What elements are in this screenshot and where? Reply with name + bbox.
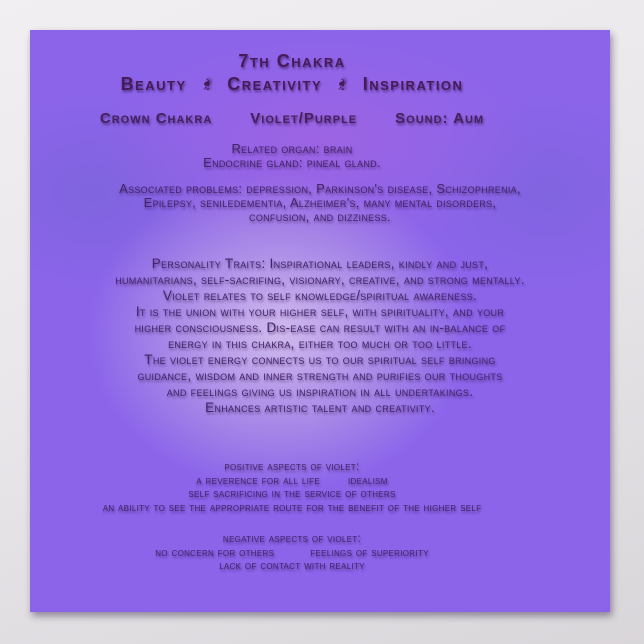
flourish-icon: ❧ <box>333 77 351 92</box>
subtitle-word-creativity: Creativity <box>227 74 323 94</box>
personality-line: It is the union with your higher self, with spirituality, and your <box>135 304 505 319</box>
negative-item-superiority: feelings of superiority <box>310 544 429 559</box>
subtitle <box>30 74 554 95</box>
negative-pair-row <box>30 546 554 560</box>
negative-aspects-section <box>30 532 554 573</box>
positive-line: self sacrificing in the service of others <box>188 486 396 500</box>
gland-line: Endocrine gland: pineal gland. <box>203 154 381 170</box>
positive-item-reverence: a reverence for all life <box>196 472 320 487</box>
positive-aspects-section <box>30 460 554 514</box>
subtitle-word-beauty: Beauty <box>120 74 187 94</box>
problems-line: confusion, and dizziness. <box>249 209 391 224</box>
attribute-chakra-name: Crown Chakra <box>99 110 213 127</box>
positive-heading: positive aspects of violet: <box>224 459 360 473</box>
personality-section <box>30 256 610 416</box>
positive-item-idealism: idealism <box>347 472 388 487</box>
subtitle-word-inspiration: Inspiration <box>362 74 464 94</box>
chakra-poster <box>30 30 610 612</box>
problems-line: Epilepsy, seniledementia, Alzheimer's, many mental disorders, <box>143 195 497 210</box>
negative-line: lack of contact with reality <box>219 558 365 572</box>
attribute-sound: Sound: Aum <box>395 110 485 127</box>
positive-pair-row <box>30 474 554 488</box>
personality-line: humanitarians, self-sacrifing, visionary, creative, and strong mentally. <box>115 272 525 287</box>
personality-line: guidance, wisdom and inner strength and purifies our thoughts <box>137 368 503 383</box>
negative-item-no-concern: no concern for others <box>155 544 275 559</box>
flourish-icon: ❧ <box>198 77 216 92</box>
personality-line: Personality Traits: Inspirational leaders, kindly and just, <box>151 256 489 271</box>
positive-line: an ability to see the appropriate route for the benefit of the higher self <box>102 499 482 514</box>
personality-line: higher consciousness. Dis-ease can result with an in-balance of <box>134 320 506 335</box>
personality-line: Violet relates to self knowledge/spiritual awareness. <box>162 288 478 303</box>
page-title: 7th Chakra <box>238 51 346 71</box>
personality-line: and feelings giving us inspiration in all undertakings. <box>166 384 474 399</box>
attribute-row <box>30 110 554 127</box>
personality-line: energy in this chakra, either too much or too little. <box>168 336 472 351</box>
personality-line: The violet energy connects us to our spiritual self bringing <box>144 352 496 367</box>
organ-line: Related organ: brain <box>231 141 353 156</box>
organ-section <box>30 142 554 169</box>
problems-section <box>30 182 610 224</box>
problems-line: Associated problems: depression, Parkinson's disease, Schizophrenia, <box>119 181 521 196</box>
negative-heading: negative aspects of violet: <box>222 531 362 545</box>
attribute-color: Violet/Purple <box>250 110 358 127</box>
personality-line: Enhances artistic talent and creativity. <box>205 400 435 415</box>
